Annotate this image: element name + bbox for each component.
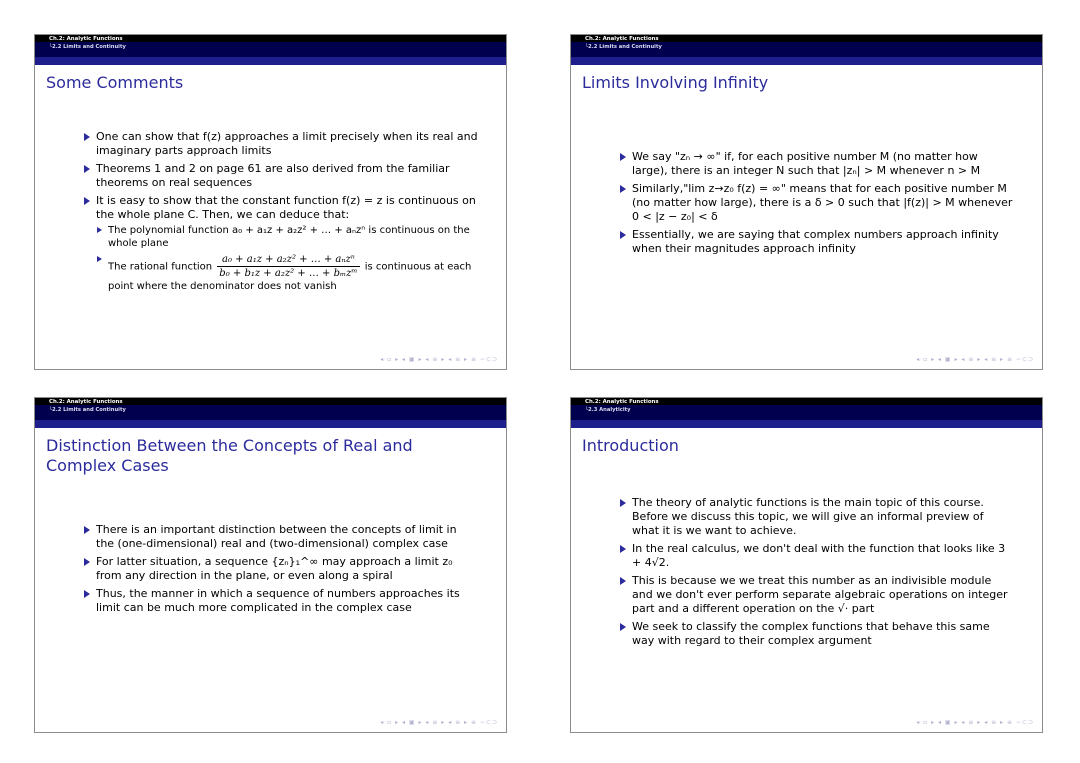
slide-title: Limits Involving Infinity	[582, 73, 769, 92]
slide-introduction	[570, 397, 1043, 733]
slide-body	[83, 523, 478, 619]
bullet: In the real calculus, we don't deal with the function that looks like 3 + 4√2.	[619, 542, 1014, 570]
bullet: We say "zₙ → ∞" if, for each positive number M (no matter how large), there is an integer N such that |zₙ| > M whenever n > M	[619, 150, 1014, 178]
subsection-title: └2.2 Limits and Continuity	[49, 44, 126, 50]
slide-some-comments	[34, 34, 507, 370]
slide-body	[619, 496, 1014, 652]
bullet: Similarly,"lim z→z₀ f(z) = ∞" means that for each positive number M (no matter how large), there is a δ > 0 such that |f(z)| > M whenever 0 < |z − z₀| < δ	[619, 182, 1014, 224]
slide-header	[571, 398, 1042, 422]
sub-bullet-suffix: is continuous at each point where the denominator does not vanish	[108, 261, 472, 292]
beamer-navigation-symbols[interactable]: ◂ ▫ ▸ ◂ ▣ ▸ ◂ ≡ ▸ ◂ ≡ ▸ ≡ ∽⊂⊃	[380, 719, 498, 726]
slide-header	[35, 398, 506, 422]
section-title: Ch.2: Analytic Functions	[585, 36, 659, 42]
fraction-numerator: a₀ + a₁z + a₂z² + … + aₙzⁿ	[217, 253, 359, 267]
section-title: Ch.2: Analytic Functions	[49, 399, 123, 405]
slide-header	[35, 35, 506, 59]
slide-title: Some Comments	[46, 73, 184, 92]
slide-header	[571, 35, 1042, 59]
bullet: Essentially, we are saying that complex numbers approach infinity when their magnitudes approach infinity	[619, 228, 1014, 256]
slide-real-vs-complex	[34, 397, 507, 733]
bullet: For latter situation, a sequence {zₙ}₁^∞ may approach a limit z₀ from any direction in the plane, or even along a spiral	[83, 555, 478, 583]
bullet-text: It is easy to show that the constant function f(z) = z is continuous on the whole plane C. Then, we can deduce that:	[96, 194, 476, 221]
subsection-title: └2.3 Analyticity	[585, 407, 631, 413]
bullet: We seek to classify the complex functions that behave this same way with regard to their complex argument	[619, 620, 1014, 648]
header-band	[571, 420, 1042, 428]
beamer-navigation-symbols[interactable]: ◂ ▫ ▸ ◂ ▣ ▸ ◂ ≡ ▸ ◂ ≡ ▸ ≡ ∽⊂⊃	[916, 719, 1034, 726]
subsection-title: └2.2 Limits and Continuity	[585, 44, 662, 50]
subsection-title: └2.2 Limits and Continuity	[49, 407, 126, 413]
bullet: Theorems 1 and 2 on page 61 are also derived from the familiar theorems on real sequences	[83, 162, 478, 190]
slide-body	[619, 150, 1014, 260]
sub-bullet-prefix: The rational function	[108, 261, 213, 273]
bullet: Thus, the manner in which a sequence of numbers approaches its limit can be much more complicated in the complex case	[83, 587, 478, 615]
slide-title: Introduction	[582, 436, 679, 455]
beamer-navigation-symbols[interactable]: ◂ ▫ ▸ ◂ ▣ ▸ ◂ ≡ ▸ ◂ ≡ ▸ ≡ ∽⊂⊃	[380, 356, 498, 363]
bullet: The theory of analytic functions is the main topic of this course. Before we discuss this topic, we will give an informal preview of what it is we want to achieve.	[619, 496, 1014, 538]
sub-bullet	[96, 253, 478, 293]
header-band	[571, 57, 1042, 65]
bullet: There is an important distinction between the concepts of limit in the (one-dimensional) real and (two-dimensional) complex case	[83, 523, 478, 551]
beamer-navigation-symbols[interactable]: ◂ ▫ ▸ ◂ ▣ ▸ ◂ ≡ ▸ ◂ ≡ ▸ ≡ ∽⊂⊃	[916, 356, 1034, 363]
header-band	[35, 420, 506, 428]
section-title: Ch.2: Analytic Functions	[585, 399, 659, 405]
slide-body	[83, 130, 478, 297]
bullet: This is because we we treat this number as an indivisible module and we don't ever perform separate algebraic operations on integer part and a different operation on the √· part	[619, 574, 1014, 616]
section-title: Ch.2: Analytic Functions	[49, 36, 123, 42]
slide-title: Distinction Between the Concepts of Real and Complex Cases	[46, 436, 413, 475]
slide-limits-involving-infinity	[570, 34, 1043, 370]
rational-fraction	[217, 253, 359, 280]
fraction-denominator: b₀ + b₁z + a₂z² + … + bₘzᵐ	[219, 268, 358, 279]
bullet: One can show that f(z) approaches a limit precisely when its real and imaginary parts approach limits	[83, 130, 478, 158]
header-band	[35, 57, 506, 65]
bullet	[83, 194, 478, 293]
sub-bullet: The polynomial function a₀ + a₁z + a₂z² + … + aₙzⁿ is continuous on the whole plane	[96, 224, 478, 250]
